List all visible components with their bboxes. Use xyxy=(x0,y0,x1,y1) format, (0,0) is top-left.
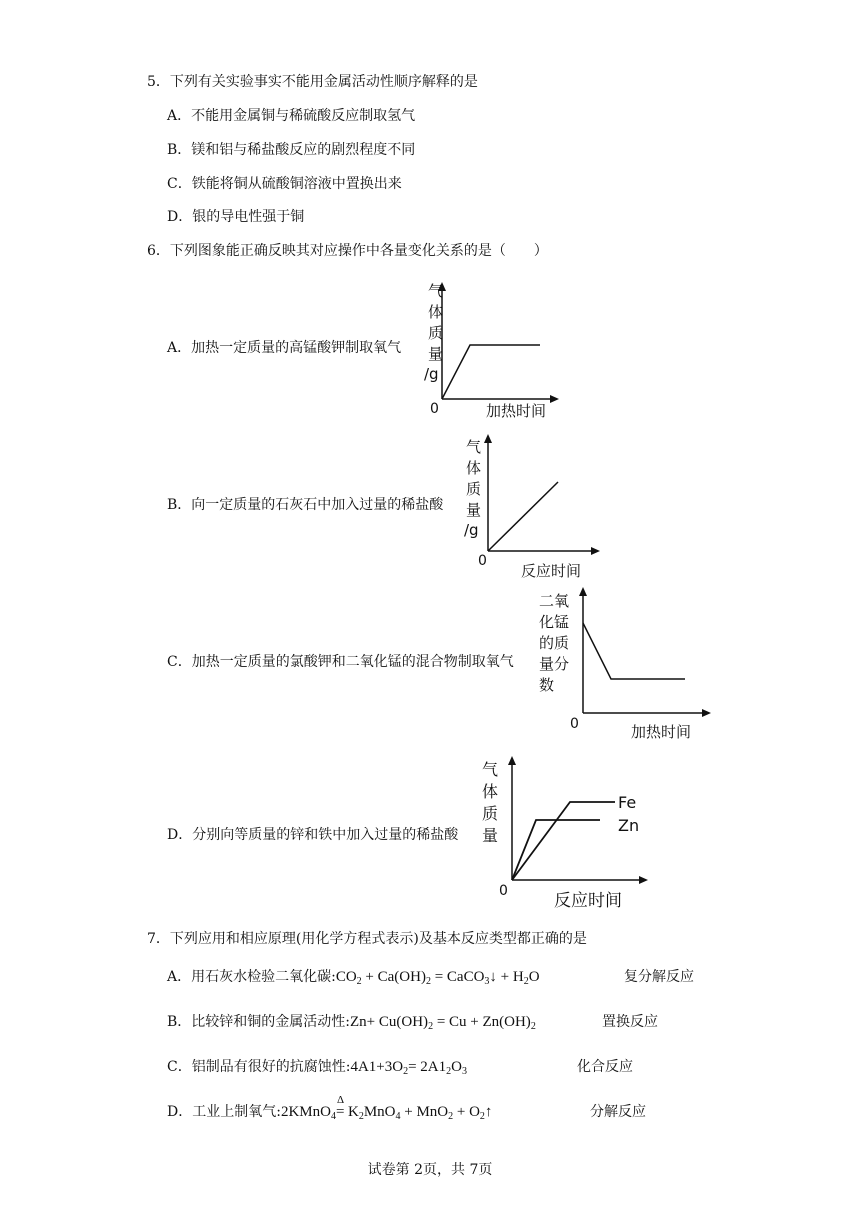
q6c-ylabel-2: 化锰 xyxy=(539,613,570,631)
q7-option-d xyxy=(167,1094,493,1122)
q6d-ylabel-1: 气 xyxy=(482,760,499,779)
q6-stem: 6．下列图象能正确反映其对应操作中各量变化关系的是（ ） xyxy=(147,243,548,259)
q6-option-a: A．加热一定质量的高锰酸钾制取氧气 xyxy=(167,340,402,356)
q6a-ylabel-1: 气 xyxy=(428,282,444,300)
q6-option-c: C．加热一定质量的氯酸钾和二氧化锰的混合物制取氧气 xyxy=(167,654,514,670)
q6c-ylabel-4: 量分 xyxy=(539,655,570,673)
q5-option-a: A．不能用金属铜与稀硫酸反应制取氢气 xyxy=(167,108,416,124)
q6a-ylabel-3: 质 xyxy=(428,324,444,342)
q5-option-d: D．银的导电性强于铜 xyxy=(167,209,305,225)
q6-graph-b xyxy=(462,432,612,582)
q7-option-c-prefix: C．铝制品有很好的抗腐蚀性: xyxy=(167,1059,351,1075)
q6-option-d: D．分别向等质量的锌和铁中加入过量的稀盐酸 xyxy=(167,827,459,843)
q6a-ylabel-2: 体 xyxy=(428,303,444,321)
q6c-origin: 0 xyxy=(570,716,579,732)
q6a-ylabel-4: 量 xyxy=(428,345,444,363)
q6b-ylabel-1: 气 xyxy=(466,438,482,456)
q6a-xlabel: 加热时间 xyxy=(486,402,547,420)
q7-type-d: 分解反应 xyxy=(590,1104,646,1120)
q6a-ylabel-5: /g xyxy=(424,365,439,383)
q5-option-b: B．镁和铝与稀盐酸反应的剧烈程度不同 xyxy=(167,142,416,158)
q7-option-d-prefix: D．工业上制氧气: xyxy=(167,1104,281,1120)
q7-equation-d: 2KMnO$_4$ Δ = $K_2MnO_4 + MnO_2$ + $O_2↑$ xyxy=(280,1094,493,1122)
q6-graph-c xyxy=(535,583,725,748)
q6d-xlabel: 反应时间 xyxy=(554,891,622,911)
series-zn-line xyxy=(512,820,600,880)
q6c-ylabel-3: 的质 xyxy=(539,634,570,652)
q7-option-a xyxy=(167,968,540,986)
q7-type-c: 化合反应 xyxy=(577,1059,633,1075)
q7-option-c xyxy=(167,1058,467,1076)
q6b-ylabel-2: 体 xyxy=(466,459,482,477)
q5-stem: 5．下列有关实验事实不能用金属活动性顺序解释的是 xyxy=(147,74,478,90)
q6b-origin: 0 xyxy=(478,553,487,569)
q6b-ylabel-5: /g xyxy=(464,521,479,539)
q6d-origin: 0 xyxy=(499,883,508,899)
series-fe-label: Fe xyxy=(618,793,637,812)
q6b-xlabel: 反应时间 xyxy=(521,562,582,580)
q7-type-b: 置换反应 xyxy=(602,1014,658,1030)
q6b-ylabel-4: 量 xyxy=(466,501,482,519)
q7-equation-c: $4A1+3O_2= 2A1_2O_3$ xyxy=(350,1059,467,1077)
q6c-ylabel-5: 数 xyxy=(539,676,555,694)
q6d-ylabel-4: 量 xyxy=(482,826,499,845)
q6c-xlabel: 加热时间 xyxy=(631,723,692,741)
q6-option-b: B．向一定质量的石灰石中加入过量的稀盐酸 xyxy=(167,497,444,513)
q7-equation-a: $CO_2 + Ca(OH)_2$ = CaCO$_3$↓ + $H_2O$ xyxy=(335,969,540,987)
q7-option-b-prefix: B．比较锌和铜的金属活动性: xyxy=(167,1014,351,1030)
q7-equation-b: $Zn+ Cu(OH)_2 = Cu + Zn(OH)_2$ xyxy=(350,1014,536,1032)
q7-option-a-prefix: A．用石灰水检验二氧化碳: xyxy=(167,969,336,985)
q7-option-b xyxy=(167,1013,536,1031)
q6c-ylabel-1: 二氧 xyxy=(539,592,570,610)
series-zn-label: Zn xyxy=(618,816,640,835)
q6-graph-a xyxy=(418,280,568,420)
page-footer: 试卷第 2页，共 7页 xyxy=(367,1162,493,1178)
q7-stem: 7．下列应用和相应原理(用化学方程式表示)及基本反应类型都正确的是 xyxy=(147,931,587,947)
q6a-origin: 0 xyxy=(430,401,439,417)
q6b-ylabel-3: 质 xyxy=(466,480,482,498)
q7-type-a: 复分解反应 xyxy=(624,969,694,985)
q6-graph-d xyxy=(478,752,668,914)
q6d-ylabel-3: 质 xyxy=(482,804,499,823)
q6d-ylabel-2: 体 xyxy=(482,782,499,801)
q5-option-c: C．铁能将铜从硫酸铜溶液中置换出来 xyxy=(167,176,402,192)
